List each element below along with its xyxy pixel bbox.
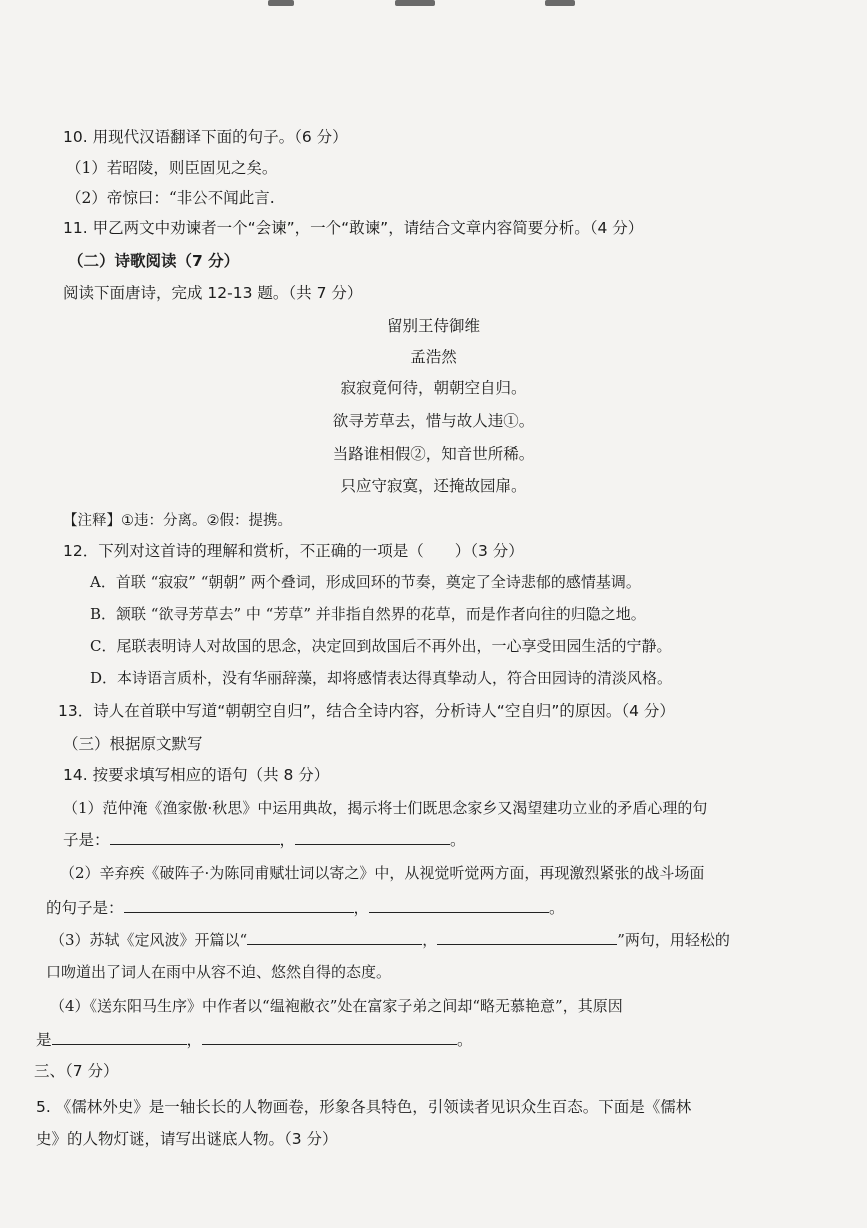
poem-author: 孟浩然 [410,348,457,366]
answer-prefix: 的句子是： [46,899,124,917]
q14-item-1-line2 [63,829,466,851]
q12-option-b: B．颔联 “欲寻芳草去” 中 “芳草” 并非指自然界的花草，而是作者向往的归隐之地。 [90,605,646,623]
prompt-text: ”两句，用轻松的 [617,931,730,949]
answer-blank[interactable] [110,830,280,845]
section-2-heading: （二）诗歌阅读（7 分） [68,252,240,270]
answer-blank[interactable] [247,930,422,945]
answer-blank[interactable] [124,898,354,913]
q12-option-d: D．本诗语言质朴，没有华丽辞藻，却将感情表达得真挚动人，符合田园诗的清淡风格。 [90,669,673,687]
poem-line: 当路谁相假②，知音世所稀。 [332,445,535,463]
q14-item-3 [50,929,730,951]
scan-artifact [395,0,435,6]
answer-blank[interactable] [295,830,450,845]
answer-blank[interactable] [52,1030,187,1045]
separator: ， [353,899,370,917]
poem-line: 只应守寂寞，还掩故园扉。 [340,477,527,495]
q14-item-2: （2）辛弃疾《破阵子·为陈同甫赋壮词以寄之》中，从视觉听觉两方面，再现激烈紧张的战斗场面 [60,864,705,882]
section-4-heading: 三、（7 分） [34,1062,119,1080]
section-3-heading: （三）根据原文默写 [63,735,203,753]
q12-option-a: A．首联 “寂寂” “朝朝” 两个叠词，形成回环的节奏，奠定了全诗悲郁的感情基调。 [90,573,641,591]
q10-title: 10. 用现代汉语翻译下面的句子。（6 分） [63,128,348,146]
q12-option-c: C．尾联表明诗人对故国的思念，决定回到故国后不再外出，一心享受田园生活的宁静。 [90,637,672,655]
q10-sentence-1: （1）若昭陵，则臣固见之矣。 [66,159,278,177]
separator: ， [186,1031,203,1049]
q11-question: 11. 甲乙两文中劝谏者一个“会谏”，一个“敢谏”，请结合文章内容简要分析。（4 分） [63,219,644,237]
q14-item-2-line2 [46,897,565,919]
answer-blank[interactable] [437,930,617,945]
q14-item-4-line2 [36,1029,473,1051]
answer-prefix: 子是： [63,831,110,849]
section-2-intro: 阅读下面唐诗，完成 12-13 题。（共 7 分） [63,284,363,302]
answer-blank[interactable] [369,898,549,913]
scan-artifact [268,0,294,6]
q10-sentence-2: （2）帝惊曰：“非公不闻此言. [66,189,275,207]
separator: ， [279,831,296,849]
scan-artifact [545,0,575,6]
q14-item-4: （4）《送东阳马生序》中作者以“缊袍敝衣”处在富家子弟之间却“略无慕艳意”，其原因 [50,997,623,1015]
q12-stem: 12．下列对这首诗的理解和赏析，不正确的一项是（ ）（3 分） [63,542,524,560]
answer-blank[interactable] [202,1030,457,1045]
q14-item-1: （1）范仲淹《渔家傲·秋思》中运用典故，揭示将士们既思念家乡又渴望建功立业的矛盾心理的句 [63,799,708,817]
answer-prefix: 是 [36,1031,52,1049]
poem-notes: 【注释】①违：分离。②假：提携。 [63,513,292,529]
q13-question: 13．诗人在首联中写道“朝朝空自归”，结合全诗内容，分析诗人“空自归”的原因。（4 分） [58,702,675,720]
poem-line: 寂寂竟何待，朝朝空自归。 [340,379,527,397]
terminator: 。 [450,831,466,849]
terminator: 。 [549,899,565,917]
poem-line: 欲寻芳草去，惜与故人违①。 [332,412,535,430]
separator: ， [422,931,438,949]
q5-line-2: 史》的人物灯谜，请写出谜底人物。（3 分） [36,1130,338,1148]
q14-title: 14. 按要求填写相应的语句（共 8 分） [63,766,330,784]
poem-title: 留别王侍御维 [386,317,480,335]
prompt-text: （3）苏轼《定风波》开篇以“ [50,931,248,949]
q14-item-3-line2: 口吻道出了词人在雨中从容不迫、悠然自得的态度。 [46,963,392,981]
q5-line-1: 5. 《儒林外史》是一轴长长的人物画卷，形象各具特色，引领读者见识众生百态。下面是《儒林 [36,1098,692,1116]
terminator: 。 [457,1031,473,1049]
